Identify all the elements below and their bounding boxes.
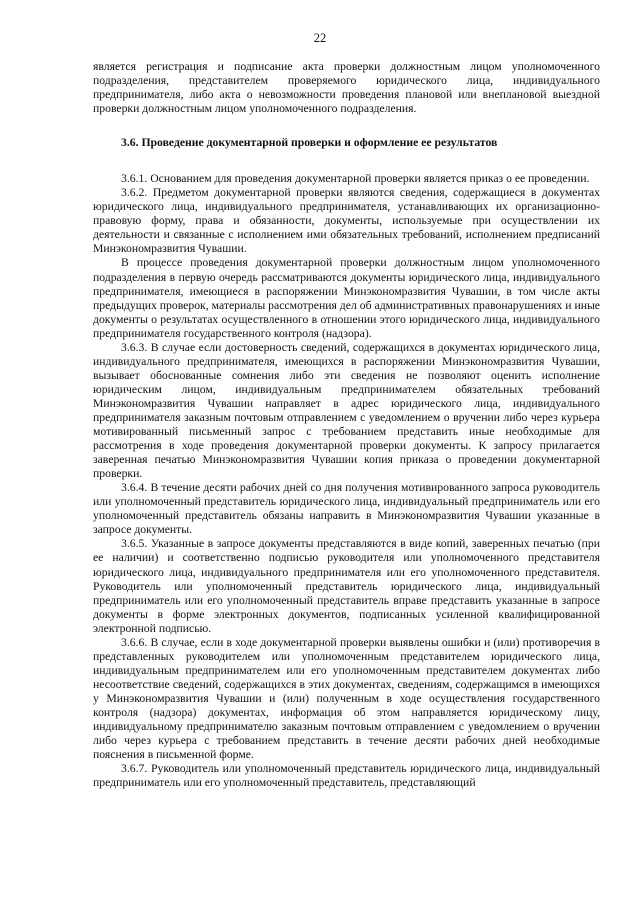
intro-paragraph: является регистрация и подписание акта проверки должностным лицом уполномоченного подразделения, представителем проверяемого юридического лица, индивидуального предпринимателя, либо акта о невозможности проведения плановой или внеплановой выездной проверки должностным лицом уполномоченного подразделения. <box>93 60 600 116</box>
section-heading: 3.6. Проведение документарной проверки и оформление ее результатов <box>121 136 498 150</box>
paragraph-3-6-7: 3.6.7. Руководитель или уполномоченный представитель юридического лица, индивидуальный предприниматель или его уполномоченный представитель, представляющий <box>93 762 600 790</box>
paragraph-3-6-6: 3.6.6. В случае, если в ходе документарной проверки выявлены ошибки и (или) противоречия в представленных руководителем или уполномоченным представителем юридического лица, индивидуальным предпринимателем или его уполномоченным представителем документах либо несоответствие сведений, содержащихся в этих документах, сведениям, содержащимся в имеющихся у Минэкономразвития Чувашии и (или) полученным в ходе осуществления государственного контроля (надзора) документах, информация об этом направляется юридическому лицу, индивидуальному предпринимателю заказным почтовым отправлением с уведомлением о вручении либо через курьера с требованием представить в течение десяти рабочих дней необходимые пояснения в письменной форме. <box>93 635 600 762</box>
paragraph-3-6-4: 3.6.4. В течение десяти рабочих дней со дня получения мотивированного запроса руководитель или уполномоченный представитель юридического лица, индивидуальный предприниматель или его уполномоченный представитель обязаны направить в Минэкономразвития Чувашии указанные в запросе документы. <box>93 481 600 537</box>
paragraph-3-6-2: 3.6.2. Предметом документарной проверки являются сведения, содержащиеся в документах юридического лица, индивидуального предпринимателя, устанавливающих их организационно-правовую форму, права и обязанности, документы, используемые при осуществлении их деятельности и связанные с исполнением ими обязательных требований, исполнением предписаний Минэкономразвития Чувашии. <box>93 186 600 256</box>
paragraph-3-6-5: 3.6.5. Указанные в запросе документы представляются в виде копий, заверенных печатью (при ее наличии) и соответственно подписью руководителя или уполномоченного представителя юридического лица, индивидуального предпринимателя или его уполномоченного представителя. Руководитель или уполномоченный представитель юридического лица, индивидуальный предприниматель или его уполномоченный представитель вправе представить указанные в запросе документы в форме электронных документов, подписанных усиленной квалифицированной электронной подписью. <box>93 537 600 635</box>
page-body <box>93 60 600 790</box>
paragraph-3-6-1: 3.6.1. Основанием для проведения документарной проверки является приказ о ее проведении. <box>121 172 590 186</box>
page-number: 22 <box>313 31 327 45</box>
paragraph-document-review-process: В процессе проведения документарной проверки должностным лицом уполномоченного подразделения в первую очередь рассматриваются документы юридического лица, индивидуального предпринимателя, имеющиеся в распоряжении Минэкономразвития Чувашии, в том числе акты предыдущих проверок, материалы рассмотрения дел об административных правонарушениях и иные документы о результатах осуществленного в отношении этого юридического лица, индивидуального предпринимателя государственного контроля (надзора). <box>93 256 600 340</box>
paragraph-3-6-3: 3.6.3. В случае если достоверность сведений, содержащихся в документах юридического лица, индивидуального предпринимателя, имеющихся в распоряжении Минэкономразвития Чувашии, вызывает обоснованные сомнения либо эти сведения не позволяют оценить исполнение юридическим лицом, индивидуальным предпринимателем обязательных требований Минэкономразвития Чувашии направляет в адрес юридического лица, индивидуального предпринимателя заказным почтовым отправлением с уведомлением о вручении либо через курьера мотивированный письменный запрос с требованием представить иные необходимые для рассмотрения в ходе проведения документарной проверки документы. К запросу прилагается заверенная печатью Минэкономразвития Чувашии копия приказа о проведении документарной проверки. <box>93 340 600 481</box>
